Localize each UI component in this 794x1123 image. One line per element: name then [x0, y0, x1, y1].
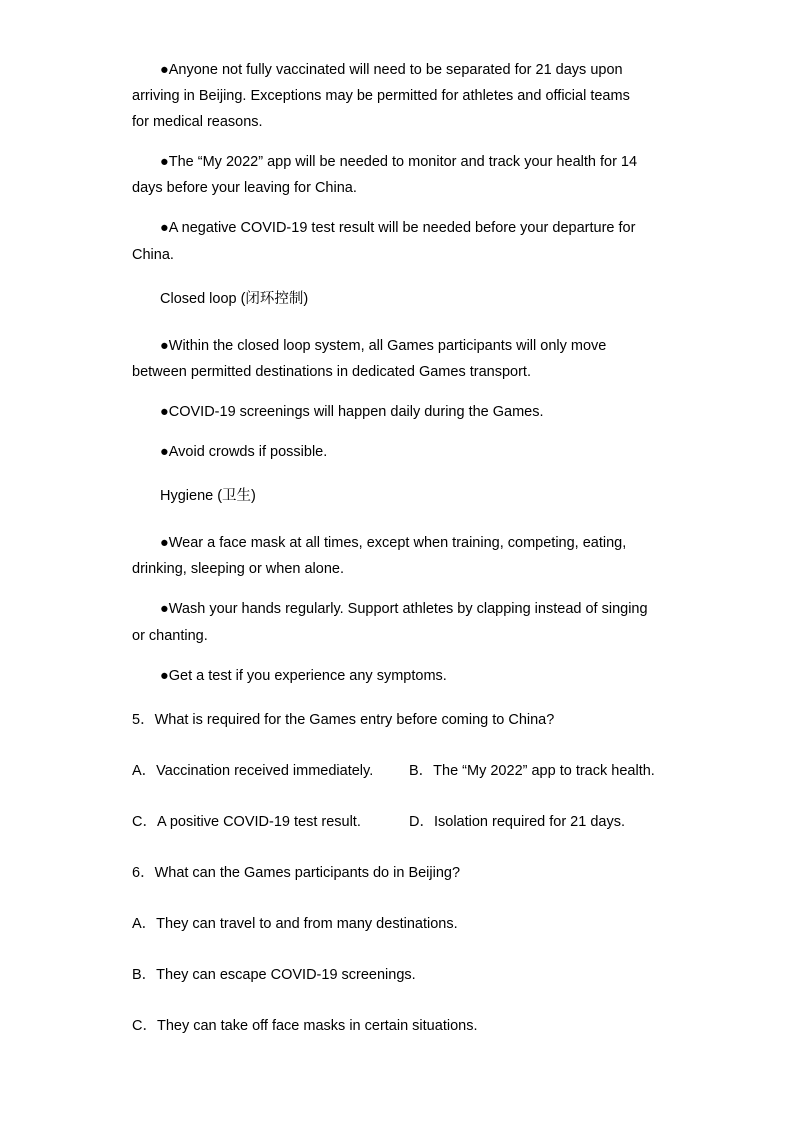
question-6-stem: 6．What can the Games participants do in Beijing? [132, 865, 461, 881]
question-5-option-d: D．Isolation required for 21 days. [409, 814, 625, 830]
app-rule-line-2: days before your leaving for China. [132, 180, 357, 196]
question-5-stem: 5．What is required for the Games entry before coming to China? [132, 712, 555, 728]
test-rule-line-2: China. [132, 247, 174, 263]
closed-loop-rule-line-2: between permitted destinations in dedicated Games transport. [132, 364, 531, 380]
symptom-test-rule: ●Get a test if you experience any symptoms. [160, 668, 447, 684]
crowds-rule: ●Avoid crowds if possible. [160, 444, 328, 460]
vaccination-rule-line-2: arriving in Beijing. Exceptions may be permitted for athletes and official teams [132, 88, 630, 104]
question-6-option-b: B．They can escape COVID-19 screenings. [132, 967, 416, 983]
screening-rule: ●COVID-19 screenings will happen daily during the Games. [160, 404, 544, 420]
mask-rule-line-2: drinking, sleeping or when alone. [132, 561, 344, 577]
test-rule-line-1: ●A negative COVID-19 test result will be needed before your departure for [160, 220, 636, 236]
question-5-option-a: A．Vaccination received immediately. [132, 763, 374, 779]
vaccination-rule-line-1: ●Anyone not fully vaccinated will need to be separated for 21 days upon [160, 62, 623, 78]
app-rule-line-1: ●The “My 2022” app will be needed to monitor and track your health for 14 [160, 154, 638, 170]
question-5-option-c: C．A positive COVID-19 test result. [132, 814, 361, 830]
question-5-option-b: B．The “My 2022” app to track health. [409, 763, 655, 779]
question-6-option-a: A．They can travel to and from many destinations. [132, 916, 458, 932]
hygiene-heading: Hygiene (卫生) [160, 488, 256, 504]
question-6-option-c: C．They can take off face masks in certain situations. [132, 1018, 478, 1034]
handwash-rule-line-1: ●Wash your hands regularly. Support athletes by clapping instead of singing [160, 601, 648, 617]
closed-loop-rule-line-1: ●Within the closed loop system, all Games participants will only move [160, 338, 607, 354]
closed-loop-heading: Closed loop (闭环控制) [160, 291, 309, 307]
vaccination-rule-line-3: for medical reasons. [132, 114, 263, 130]
mask-rule-line-1: ●Wear a face mask at all times, except when training, competing, eating, [160, 535, 627, 551]
handwash-rule-line-2: or chanting. [132, 628, 208, 644]
